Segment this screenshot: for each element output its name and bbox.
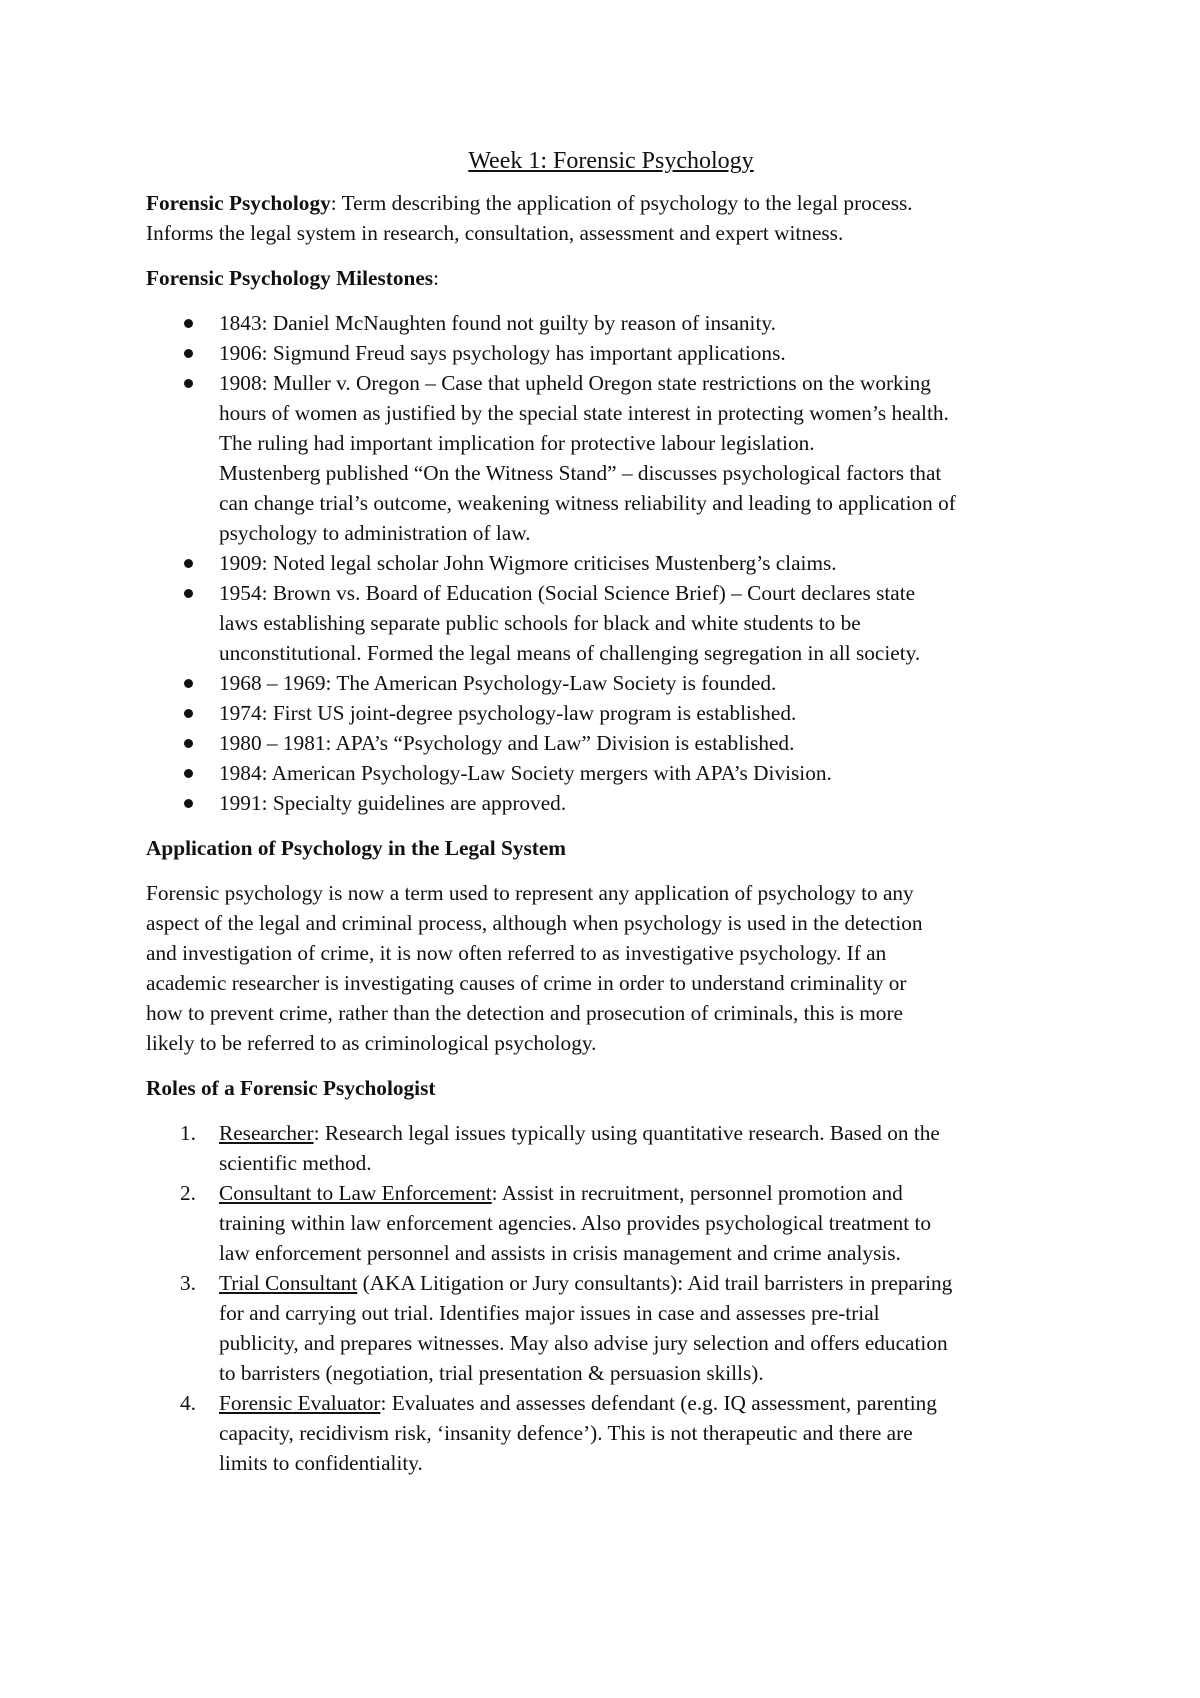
application-line: academic researcher is investigating causes of crime in order to understand criminality or (146, 971, 907, 995)
application-line: likely to be referred to as criminological psychology. (146, 1031, 597, 1055)
milestone-line: laws establishing separate public schools for black and white students to be (219, 611, 861, 635)
milestone-item (146, 338, 1076, 368)
milestone-line: Mustenberg published “On the Witness Stand” – discusses psychological factors that (219, 461, 942, 485)
role-number: 4. (180, 1391, 196, 1415)
definition-term: Forensic Psychology (146, 191, 331, 215)
role-term: Researcher (219, 1121, 314, 1145)
application-heading: Application of Psychology in the Legal System (146, 836, 567, 860)
role-description: : Assist in recruitment, personnel promotion and (491, 1181, 903, 1205)
role-description-line: training within law enforcement agencies. Also provides psychological treatment to (219, 1211, 932, 1235)
role-term: Consultant to Law Enforcement (219, 1181, 492, 1205)
bullet-icon (184, 769, 193, 778)
bullet-icon (184, 739, 193, 748)
milestone-item (146, 668, 1076, 698)
role-description-line: to barristers (negotiation, trial presentation & persuasion skills). (219, 1361, 764, 1385)
milestone-line: can change trial’s outcome, weakening witness reliability and leading to application of (219, 491, 956, 515)
page-title: Week 1: Forensic Psychology (468, 148, 754, 174)
milestone-item (146, 728, 1076, 758)
milestone-line: 1909: Noted legal scholar John Wigmore criticises Mustenberg’s claims. (219, 551, 837, 575)
milestones-heading: Forensic Psychology Milestones: (146, 266, 440, 290)
bullet-icon (184, 379, 193, 388)
role-term: Forensic Evaluator (219, 1391, 381, 1415)
bullet-icon (184, 709, 193, 718)
role-description: : Evaluates and assesses defendant (e.g. IQ assessment, parenting (380, 1391, 937, 1415)
milestone-item (146, 548, 1076, 578)
role-description-line: limits to confidentiality. (219, 1451, 423, 1475)
milestone-line: unconstitutional. Formed the legal means of challenging segregation in all society. (219, 641, 921, 665)
document-page (146, 144, 1076, 1478)
milestone-line: The ruling had important implication for protective labour legislation. (219, 431, 815, 455)
role-description-line: publicity, and prepares witnesses. May also advise jury selection and offers education (219, 1331, 948, 1355)
role-description-line: scientific method. (219, 1151, 372, 1175)
roles-list (146, 1118, 1076, 1478)
role-description-line: law enforcement personnel and assists in crisis management and crime analysis. (219, 1241, 901, 1265)
milestone-line: hours of women as justified by the special state interest in protecting women’s health. (219, 401, 949, 425)
milestone-line: 1954: Brown vs. Board of Education (Social Science Brief) – Court declares state (219, 581, 916, 605)
application-paragraph (146, 878, 1076, 1058)
role-item (146, 1268, 1076, 1388)
role-description-line: for and carrying out trial. Identifies major issues in case and assesses pre-trial (219, 1301, 880, 1325)
milestone-item (146, 698, 1076, 728)
role-term: Trial Consultant (219, 1271, 358, 1295)
role-item (146, 1388, 1076, 1478)
roles-heading: Roles of a Forensic Psychologist (146, 1076, 436, 1100)
milestone-line: 1980 – 1981: APA’s “Psychology and Law” Division is established. (219, 731, 795, 755)
bullet-icon (184, 319, 193, 328)
milestone-line: 1908: Muller v. Oregon – Case that upheld Oregon state restrictions on the working (219, 371, 931, 395)
milestone-line: 1991: Specialty guidelines are approved. (219, 791, 567, 815)
milestone-line: psychology to administration of law. (219, 521, 531, 545)
application-line: how to prevent crime, rather than the detection and prosecution of criminals, this is more (146, 1001, 903, 1025)
bullet-icon (184, 559, 193, 568)
milestone-item (146, 308, 1076, 338)
milestone-item (146, 368, 1076, 548)
role-description-line: capacity, recidivism risk, ‘insanity defence’). This is not therapeutic and there are (219, 1421, 913, 1445)
definition-text-line1: : Term describing the application of psychology to the legal process. (330, 191, 913, 215)
milestone-line: 1906: Sigmund Freud says psychology has important applications. (219, 341, 786, 365)
role-description: : Research legal issues typically using quantitative research. Based on the (313, 1121, 940, 1145)
milestone-line: 1968 – 1969: The American Psychology-Law Society is founded. (219, 671, 777, 695)
application-line: Forensic psychology is now a term used to represent any application of psychology to any (146, 881, 914, 905)
bullet-icon (184, 589, 193, 598)
milestone-line: 1974: First US joint-degree psychology-law program is established. (219, 701, 797, 725)
bullet-icon (184, 349, 193, 358)
role-number: 2. (180, 1181, 196, 1205)
milestone-line: 1984: American Psychology-Law Society mergers with APA’s Division. (219, 761, 832, 785)
milestones-list (146, 308, 1076, 818)
bullet-icon (184, 679, 193, 688)
application-line: aspect of the legal and criminal process, although when psychology is used in the detection (146, 911, 923, 935)
definition-text-line2: Informs the legal system in research, consultation, assessment and expert witness. (146, 221, 844, 245)
milestone-item (146, 578, 1076, 668)
definition-paragraph (146, 188, 1076, 248)
role-number: 1. (180, 1121, 196, 1145)
bullet-icon (184, 799, 193, 808)
role-item (146, 1118, 1076, 1178)
role-number: 3. (180, 1271, 196, 1295)
milestone-item (146, 758, 1076, 788)
application-line: and investigation of crime, it is now often referred to as investigative psychology. If an (146, 941, 887, 965)
role-description: (AKA Litigation or Jury consultants): Aid trail barristers in preparing (357, 1271, 953, 1295)
milestone-line: 1843: Daniel McNaughten found not guilty by reason of insanity. (219, 311, 776, 335)
milestone-item (146, 788, 1076, 818)
role-item (146, 1178, 1076, 1268)
